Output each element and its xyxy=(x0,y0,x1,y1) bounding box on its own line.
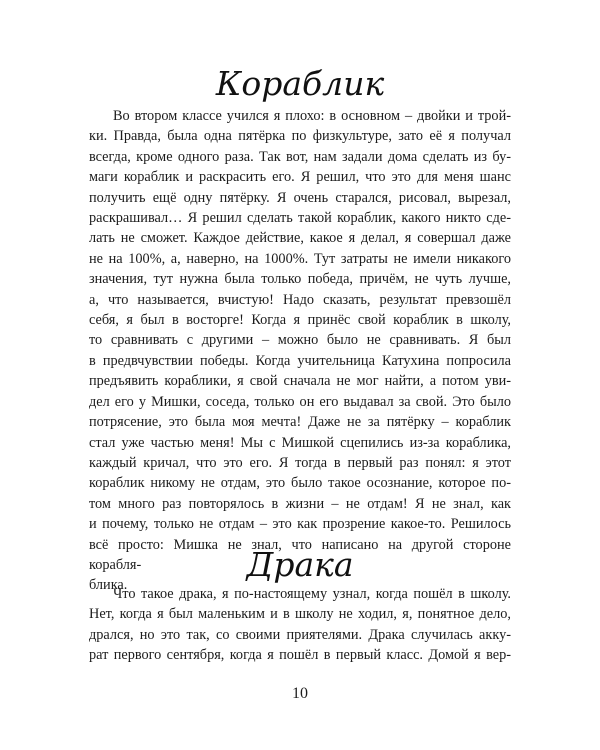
text-line: стал уже частью меня! Мы с Мишкой сцепились из-за кораблика, xyxy=(89,434,511,451)
text-line: получить ещё одну пятёрку. Я очень старался, рисовал, вырезал, xyxy=(89,189,511,206)
section-title-korablik: Кораблик xyxy=(215,64,385,103)
text-line: кораблик никому не отдам, это было такое осознание, которое по- xyxy=(89,475,511,492)
text-line: Нет, когда я был маленьким и в школу не ходил, я, понятное дело, xyxy=(89,606,511,623)
text-line: том много раз повторялось в жизни – не отдам! Я не знал, как xyxy=(89,495,511,512)
text-line: значения, тут нужна была только победа, причём, не чуть лучше, xyxy=(89,271,511,288)
text-line: и почему, только не отдам – это как прозрение какое-то. Решилось xyxy=(89,516,511,533)
text-line: а, что называется, вчистую! Надо сказать, результат превзошёл xyxy=(89,291,511,308)
text-line: всё просто: Мишка не знал, что написано на другой стороне корабля- xyxy=(89,536,511,573)
text-line: потрясение, это была моя мечта! Даже не за пятёрку – кораблик xyxy=(89,414,511,431)
text-line: ки. Правда, была одна пятёрка по физкультуре, зато её я получал xyxy=(89,128,511,145)
text-line: то сравнивать с другими – можно было не сравнивать. Я был xyxy=(89,332,511,349)
page-number: 10 xyxy=(292,685,308,702)
text-line: лать не сможет. Каждое действие, какое я делал, я совершал даже xyxy=(89,230,511,247)
section-title-draka: Драка xyxy=(246,545,354,584)
text-line: блика. xyxy=(89,577,128,594)
text-line: всегда, кроме одного раза. Так вот, нам задали дома сделать из бу- xyxy=(89,148,511,165)
section-text-draka xyxy=(89,584,511,666)
text-line: дел его у Мишки, соседа, только он его выдавал за свой. Это было xyxy=(89,393,511,410)
text-line: себя, я был в восторге! Когда я принёс свой кораблик в школу, xyxy=(89,312,511,329)
text-line: не на 100%, а, наверно, на 1000%. Тут затраты не имели никакого xyxy=(89,250,511,267)
text-line: раскрашивал… Я решил сделать такой кораблик, какого никто сде- xyxy=(89,210,511,227)
text-line: Во втором классе учился я плохо: в основном – двойки и трой- xyxy=(113,108,511,124)
text-line: Что такое драка, я по-настоящему узнал, когда пошёл в школу. xyxy=(113,586,511,602)
text-line: рат первого сентября, когда я пошёл в первый класс. Домой я вер- xyxy=(89,647,511,664)
text-line: предъявить кораблики, я свой сначала не мог найти, а потом уви- xyxy=(89,373,511,390)
text-line: каждый кричал, что это его. Я тогда в первый раз понял: я этот xyxy=(89,454,511,471)
text-line: маги кораблик и раскрасить его. Я решил, что это для меня шанс xyxy=(89,169,511,186)
section-text-korablik xyxy=(89,106,511,596)
text-line: дрался, но это так, со своими приятелями. Драка случилась акку- xyxy=(89,626,511,643)
text-line: в предвчувствии победы. Когда учительница Катухина попросила xyxy=(89,352,511,369)
